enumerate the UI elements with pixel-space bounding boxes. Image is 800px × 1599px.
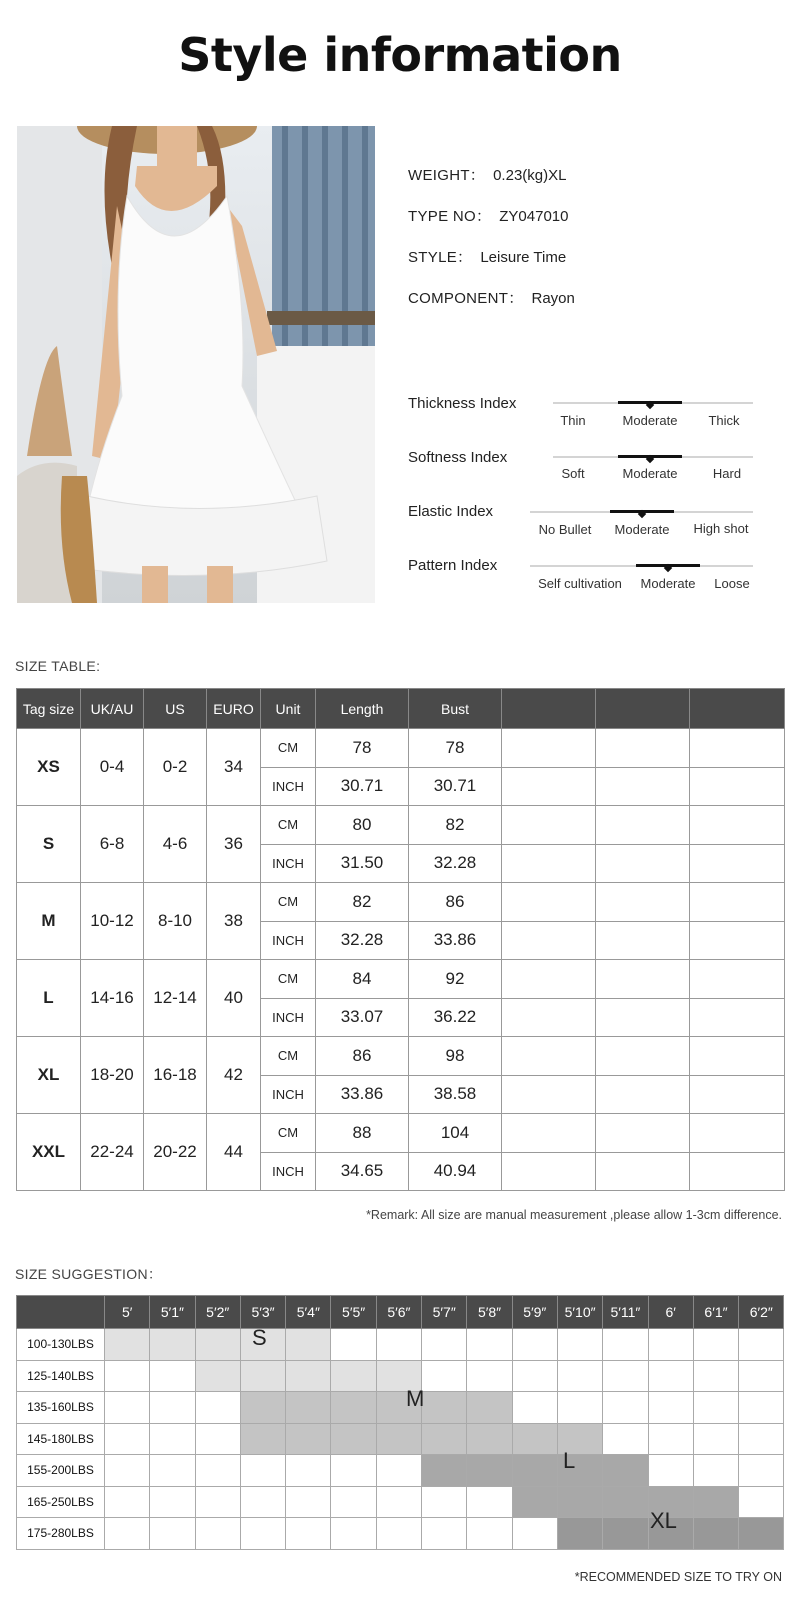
info-label: WEIGHT： <box>408 167 486 184</box>
bust-cell: 104 <box>409 1114 502 1153</box>
unit-cell: CM <box>261 1037 316 1076</box>
empty-cell <box>596 1075 690 1114</box>
suggestion-cell <box>603 1329 648 1361</box>
empty-cell <box>502 806 596 845</box>
suggestion-cell <box>648 1329 693 1361</box>
size-uk-au: 10-12 <box>81 883 144 960</box>
suggestion-cell <box>557 1360 602 1392</box>
header-us: US <box>144 689 207 729</box>
suggestion-cell <box>376 1329 421 1361</box>
suggestion-cell <box>512 1329 557 1361</box>
info-label: COMPONENT： <box>408 290 524 307</box>
height-header: 5′ <box>105 1296 150 1329</box>
weight-label: 165-250LBS <box>17 1486 105 1518</box>
header-empty <box>690 689 785 729</box>
info-label: STYLE： <box>408 249 473 266</box>
elastic-option-high-shot: High shot <box>693 521 749 536</box>
suggestion-cell <box>195 1518 240 1550</box>
size-row-cm <box>17 1037 785 1076</box>
softness-option-hard: Hard <box>712 466 742 481</box>
suggestion-cell <box>512 1455 557 1487</box>
size-region-m: M <box>406 1386 425 1411</box>
suggestion-cell <box>422 1486 467 1518</box>
suggestion-cell <box>467 1329 512 1361</box>
suggestion-cell <box>105 1486 150 1518</box>
suggestion-cell <box>422 1518 467 1550</box>
height-header: 5′7″ <box>422 1296 467 1329</box>
height-header: 5′10″ <box>557 1296 602 1329</box>
bust-cell: 82 <box>409 806 502 845</box>
corner-cell <box>17 1296 105 1329</box>
size-row-cm <box>17 960 785 999</box>
unit-cell: CM <box>261 806 316 845</box>
size-uk-au: 22-24 <box>81 1114 144 1191</box>
unit-cell: CM <box>261 883 316 922</box>
suggestion-cell <box>603 1423 648 1455</box>
weight-row <box>17 1329 784 1361</box>
suggestion-cell <box>331 1455 376 1487</box>
suggestion-cell <box>150 1486 195 1518</box>
suggestion-cell <box>422 1360 467 1392</box>
height-header: 5′9″ <box>512 1296 557 1329</box>
size-euro: 34 <box>207 729 261 806</box>
header-empty <box>596 689 690 729</box>
suggestion-cell <box>739 1423 784 1455</box>
suggestion-cell <box>376 1455 421 1487</box>
suggestion-cell <box>557 1329 602 1361</box>
empty-cell <box>596 883 690 922</box>
height-header: 6′2″ <box>739 1296 784 1329</box>
suggestion-cell <box>331 1518 376 1550</box>
product-photo <box>17 126 375 603</box>
unit-cell: INCH <box>261 998 316 1037</box>
height-header: 5′11″ <box>603 1296 648 1329</box>
softness-option-moderate: Moderate <box>622 466 678 481</box>
empty-cell <box>502 729 596 768</box>
empty-cell <box>502 1114 596 1153</box>
unit-cell: INCH <box>261 844 316 883</box>
size-row-cm <box>17 729 785 768</box>
suggestion-cell <box>376 1423 421 1455</box>
suggestion-cell <box>422 1392 467 1424</box>
suggestion-cell <box>467 1486 512 1518</box>
size-table-label: SIZE TABLE: <box>15 658 101 674</box>
bust-cell: 30.71 <box>409 767 502 806</box>
suggestion-cell <box>331 1423 376 1455</box>
weight-row <box>17 1423 784 1455</box>
size-us: 4-6 <box>144 806 207 883</box>
suggestion-cell <box>467 1360 512 1392</box>
bust-cell: 78 <box>409 729 502 768</box>
suggestion-cell <box>286 1455 331 1487</box>
empty-cell <box>596 1152 690 1191</box>
suggestion-cell <box>603 1518 648 1550</box>
suggestion-cell <box>422 1423 467 1455</box>
length-cell: 31.50 <box>316 844 409 883</box>
suggestion-cell <box>467 1518 512 1550</box>
suggestion-cell <box>739 1486 784 1518</box>
size-row-cm <box>17 1114 785 1153</box>
height-header: 5′8″ <box>467 1296 512 1329</box>
empty-cell <box>690 1114 785 1153</box>
suggestion-cell <box>512 1392 557 1424</box>
info-label: TYPE NO： <box>408 208 492 225</box>
size-table-header <box>17 689 785 729</box>
empty-cell <box>596 767 690 806</box>
suggestion-cell <box>603 1486 648 1518</box>
height-header: 6′ <box>648 1296 693 1329</box>
suggestion-cell <box>693 1360 738 1392</box>
suggestion-cell <box>331 1360 376 1392</box>
suggestion-cell <box>150 1518 195 1550</box>
size-euro: 40 <box>207 960 261 1037</box>
length-cell: 34.65 <box>316 1152 409 1191</box>
height-header: 5′4″ <box>286 1296 331 1329</box>
empty-cell <box>596 806 690 845</box>
suggestion-cell <box>105 1360 150 1392</box>
header-tag-size: Tag size <box>17 689 81 729</box>
suggestion-cell <box>648 1392 693 1424</box>
suggestion-cell <box>286 1329 331 1361</box>
suggestion-cell <box>693 1455 738 1487</box>
empty-cell <box>502 998 596 1037</box>
suggestion-cell <box>150 1455 195 1487</box>
suggestion-cell <box>331 1392 376 1424</box>
suggestion-cell <box>150 1423 195 1455</box>
size-suggestion-label: SIZE SUGGESTION： <box>15 1266 163 1282</box>
length-cell: 33.07 <box>316 998 409 1037</box>
empty-cell <box>502 1152 596 1191</box>
info-value: ZY047010 <box>499 208 569 225</box>
pattern-option-loose: Loose <box>714 576 750 591</box>
length-cell: 84 <box>316 960 409 999</box>
empty-cell <box>690 883 785 922</box>
empty-cell <box>690 767 785 806</box>
bust-cell: 33.86 <box>409 921 502 960</box>
length-cell: 30.71 <box>316 767 409 806</box>
bust-cell: 32.28 <box>409 844 502 883</box>
suggestion-cell <box>150 1360 195 1392</box>
suggestion-cell <box>286 1518 331 1550</box>
suggestion-cell <box>557 1518 602 1550</box>
suggestion-cell <box>105 1518 150 1550</box>
height-header: 5′2″ <box>195 1296 240 1329</box>
suggestion-cell <box>557 1392 602 1424</box>
suggestion-cell <box>240 1423 285 1455</box>
weight-row <box>17 1360 784 1392</box>
empty-cell <box>690 1075 785 1114</box>
unit-cell: CM <box>261 1114 316 1153</box>
height-header: 5′3″ <box>240 1296 285 1329</box>
empty-cell <box>502 844 596 883</box>
page-title: Style information <box>178 28 622 82</box>
empty-cell <box>690 1152 785 1191</box>
unit-cell: INCH <box>261 1075 316 1114</box>
empty-cell <box>502 921 596 960</box>
empty-cell <box>502 1075 596 1114</box>
size-euro: 42 <box>207 1037 261 1114</box>
suggestion-cell <box>195 1392 240 1424</box>
bust-cell: 92 <box>409 960 502 999</box>
suggestion-cell <box>467 1392 512 1424</box>
suggestion-cell <box>240 1486 285 1518</box>
suggestion-cell <box>286 1392 331 1424</box>
length-cell: 82 <box>316 883 409 922</box>
size-us: 16-18 <box>144 1037 207 1114</box>
suggestion-cell <box>105 1329 150 1361</box>
suggestion-cell <box>286 1360 331 1392</box>
suggestion-cell <box>648 1423 693 1455</box>
bust-cell: 40.94 <box>409 1152 502 1191</box>
pattern-option-moderate: Moderate <box>640 576 696 591</box>
thickness-option-thin: Thin <box>560 413 586 428</box>
elastic-index-label: Elastic Index <box>408 503 494 520</box>
suggestion-cell <box>422 1329 467 1361</box>
height-header: 5′5″ <box>331 1296 376 1329</box>
thickness-option-moderate: Moderate <box>622 413 678 428</box>
size-tag: S <box>17 806 81 883</box>
suggestion-cell <box>195 1329 240 1361</box>
thickness-option-thick: Thick <box>708 413 740 428</box>
info-component <box>408 287 575 308</box>
size-us: 0-2 <box>144 729 207 806</box>
length-cell: 86 <box>316 1037 409 1076</box>
info-value: 0.23(kg)XL <box>493 167 567 184</box>
empty-cell <box>690 960 785 999</box>
height-header: 5′1″ <box>150 1296 195 1329</box>
size-uk-au: 0-4 <box>81 729 144 806</box>
bust-cell: 98 <box>409 1037 502 1076</box>
size-tag: L <box>17 960 81 1037</box>
size-uk-au: 14-16 <box>81 960 144 1037</box>
pattern-option-self-cultivation: Self cultivation <box>538 576 622 591</box>
size-euro: 38 <box>207 883 261 960</box>
suggestion-cell <box>150 1329 195 1361</box>
size-tag: XXL <box>17 1114 81 1191</box>
suggestion-cell <box>422 1455 467 1487</box>
pattern-index-label: Pattern Index <box>408 557 498 574</box>
softness-option-soft: Soft <box>561 466 585 481</box>
suggestion-cell <box>648 1455 693 1487</box>
suggestion-cell <box>105 1392 150 1424</box>
length-cell: 88 <box>316 1114 409 1153</box>
size-region-xl: XL <box>650 1508 677 1533</box>
header-uk-au: UK/AU <box>81 689 144 729</box>
unit-cell: CM <box>261 960 316 999</box>
suggestion-cell <box>376 1486 421 1518</box>
bust-cell: 86 <box>409 883 502 922</box>
bust-cell: 36.22 <box>409 998 502 1037</box>
empty-cell <box>690 1037 785 1076</box>
header-empty <box>502 689 596 729</box>
unit-cell: INCH <box>261 921 316 960</box>
suggestion-cell <box>693 1423 738 1455</box>
size-tag: XS <box>17 729 81 806</box>
header-length: Length <box>316 689 409 729</box>
size-row-cm <box>17 806 785 845</box>
suggestion-cell <box>195 1360 240 1392</box>
recommend-footer: *RECOMMENDED SIZE TO TRY ON <box>574 1570 782 1584</box>
length-cell: 32.28 <box>316 921 409 960</box>
weight-label: 135-160LBS <box>17 1392 105 1424</box>
suggestion-cell <box>240 1455 285 1487</box>
empty-cell <box>596 1037 690 1076</box>
suggestion-cell <box>512 1360 557 1392</box>
suggestion-cell <box>603 1455 648 1487</box>
suggestion-cell <box>739 1360 784 1392</box>
size-tag: M <box>17 883 81 960</box>
suggestion-cell <box>739 1455 784 1487</box>
suggestion-cell <box>331 1486 376 1518</box>
length-cell: 78 <box>316 729 409 768</box>
suggestion-cell <box>467 1455 512 1487</box>
suggestion-cell <box>286 1423 331 1455</box>
unit-cell: INCH <box>261 767 316 806</box>
suggestion-cell <box>739 1329 784 1361</box>
suggestion-cell <box>512 1518 557 1550</box>
size-remark: *Remark: All size are manual measurement ,please allow 1-3cm difference. <box>366 1208 782 1222</box>
empty-cell <box>596 1114 690 1153</box>
header-unit: Unit <box>261 689 316 729</box>
size-uk-au: 18-20 <box>81 1037 144 1114</box>
suggestion-cell <box>331 1329 376 1361</box>
weight-label: 175-280LBS <box>17 1518 105 1550</box>
suggestion-cell <box>195 1423 240 1455</box>
size-table <box>16 688 785 1191</box>
suggestion-cell <box>693 1392 738 1424</box>
elastic-option-no-bullet: No Bullet <box>538 522 592 537</box>
suggestion-cell <box>105 1423 150 1455</box>
suggestion-cell <box>195 1486 240 1518</box>
thickness-index-label: Thickness Index <box>408 395 517 412</box>
empty-cell <box>502 1037 596 1076</box>
size-region-l: L <box>563 1448 576 1473</box>
bust-cell: 38.58 <box>409 1075 502 1114</box>
unit-cell: INCH <box>261 1152 316 1191</box>
suggestion-cell <box>512 1423 557 1455</box>
empty-cell <box>596 921 690 960</box>
suggestion-cell <box>195 1455 240 1487</box>
suggestion-cell <box>240 1360 285 1392</box>
size-region-s: S <box>252 1325 267 1350</box>
suggestion-cell <box>557 1486 602 1518</box>
info-value: Rayon <box>531 290 575 307</box>
length-cell: 33.86 <box>316 1075 409 1114</box>
suggestion-cell <box>240 1392 285 1424</box>
size-us: 12-14 <box>144 960 207 1037</box>
empty-cell <box>690 998 785 1037</box>
suggestion-cell <box>150 1392 195 1424</box>
weight-label: 155-200LBS <box>17 1455 105 1487</box>
suggestion-cell <box>240 1518 285 1550</box>
empty-cell <box>502 767 596 806</box>
height-header: 6′1″ <box>693 1296 738 1329</box>
info-style <box>408 246 566 267</box>
weight-label: 100-130LBS <box>17 1329 105 1361</box>
weight-label: 145-180LBS <box>17 1423 105 1455</box>
unit-cell: CM <box>261 729 316 768</box>
suggestion-cell <box>286 1486 331 1518</box>
size-euro: 44 <box>207 1114 261 1191</box>
suggestion-cell <box>648 1360 693 1392</box>
dress-model-image <box>17 126 375 603</box>
suggestion-cell <box>105 1455 150 1487</box>
suggestion-cell <box>603 1360 648 1392</box>
size-suggestion-header <box>17 1296 784 1329</box>
info-type-no <box>408 205 568 226</box>
header-euro: EURO <box>207 689 261 729</box>
suggestion-cell <box>693 1329 738 1361</box>
weight-row <box>17 1455 784 1487</box>
size-row-cm <box>17 883 785 922</box>
suggestion-cell <box>739 1392 784 1424</box>
length-cell: 80 <box>316 806 409 845</box>
header-bust: Bust <box>409 689 502 729</box>
empty-cell <box>690 729 785 768</box>
size-us: 8-10 <box>144 883 207 960</box>
height-header: 5′6″ <box>376 1296 421 1329</box>
size-euro: 36 <box>207 806 261 883</box>
info-weight <box>408 164 566 185</box>
empty-cell <box>502 960 596 999</box>
softness-index-label: Softness Index <box>408 449 508 466</box>
empty-cell <box>690 806 785 845</box>
suggestion-cell <box>512 1486 557 1518</box>
empty-cell <box>596 844 690 883</box>
elastic-option-moderate: Moderate <box>614 522 670 537</box>
suggestion-cell <box>376 1518 421 1550</box>
weight-label: 125-140LBS <box>17 1360 105 1392</box>
suggestion-cell <box>467 1423 512 1455</box>
empty-cell <box>596 960 690 999</box>
suggestion-cell <box>693 1518 738 1550</box>
empty-cell <box>596 998 690 1037</box>
empty-cell <box>690 921 785 960</box>
empty-cell <box>596 729 690 768</box>
info-value: Leisure Time <box>480 249 567 266</box>
suggestion-cell <box>603 1392 648 1424</box>
empty-cell <box>502 883 596 922</box>
empty-cell <box>690 844 785 883</box>
weight-row <box>17 1392 784 1424</box>
size-us: 20-22 <box>144 1114 207 1191</box>
suggestion-cell <box>739 1518 784 1550</box>
size-uk-au: 6-8 <box>81 806 144 883</box>
size-tag: XL <box>17 1037 81 1114</box>
suggestion-cell <box>693 1486 738 1518</box>
